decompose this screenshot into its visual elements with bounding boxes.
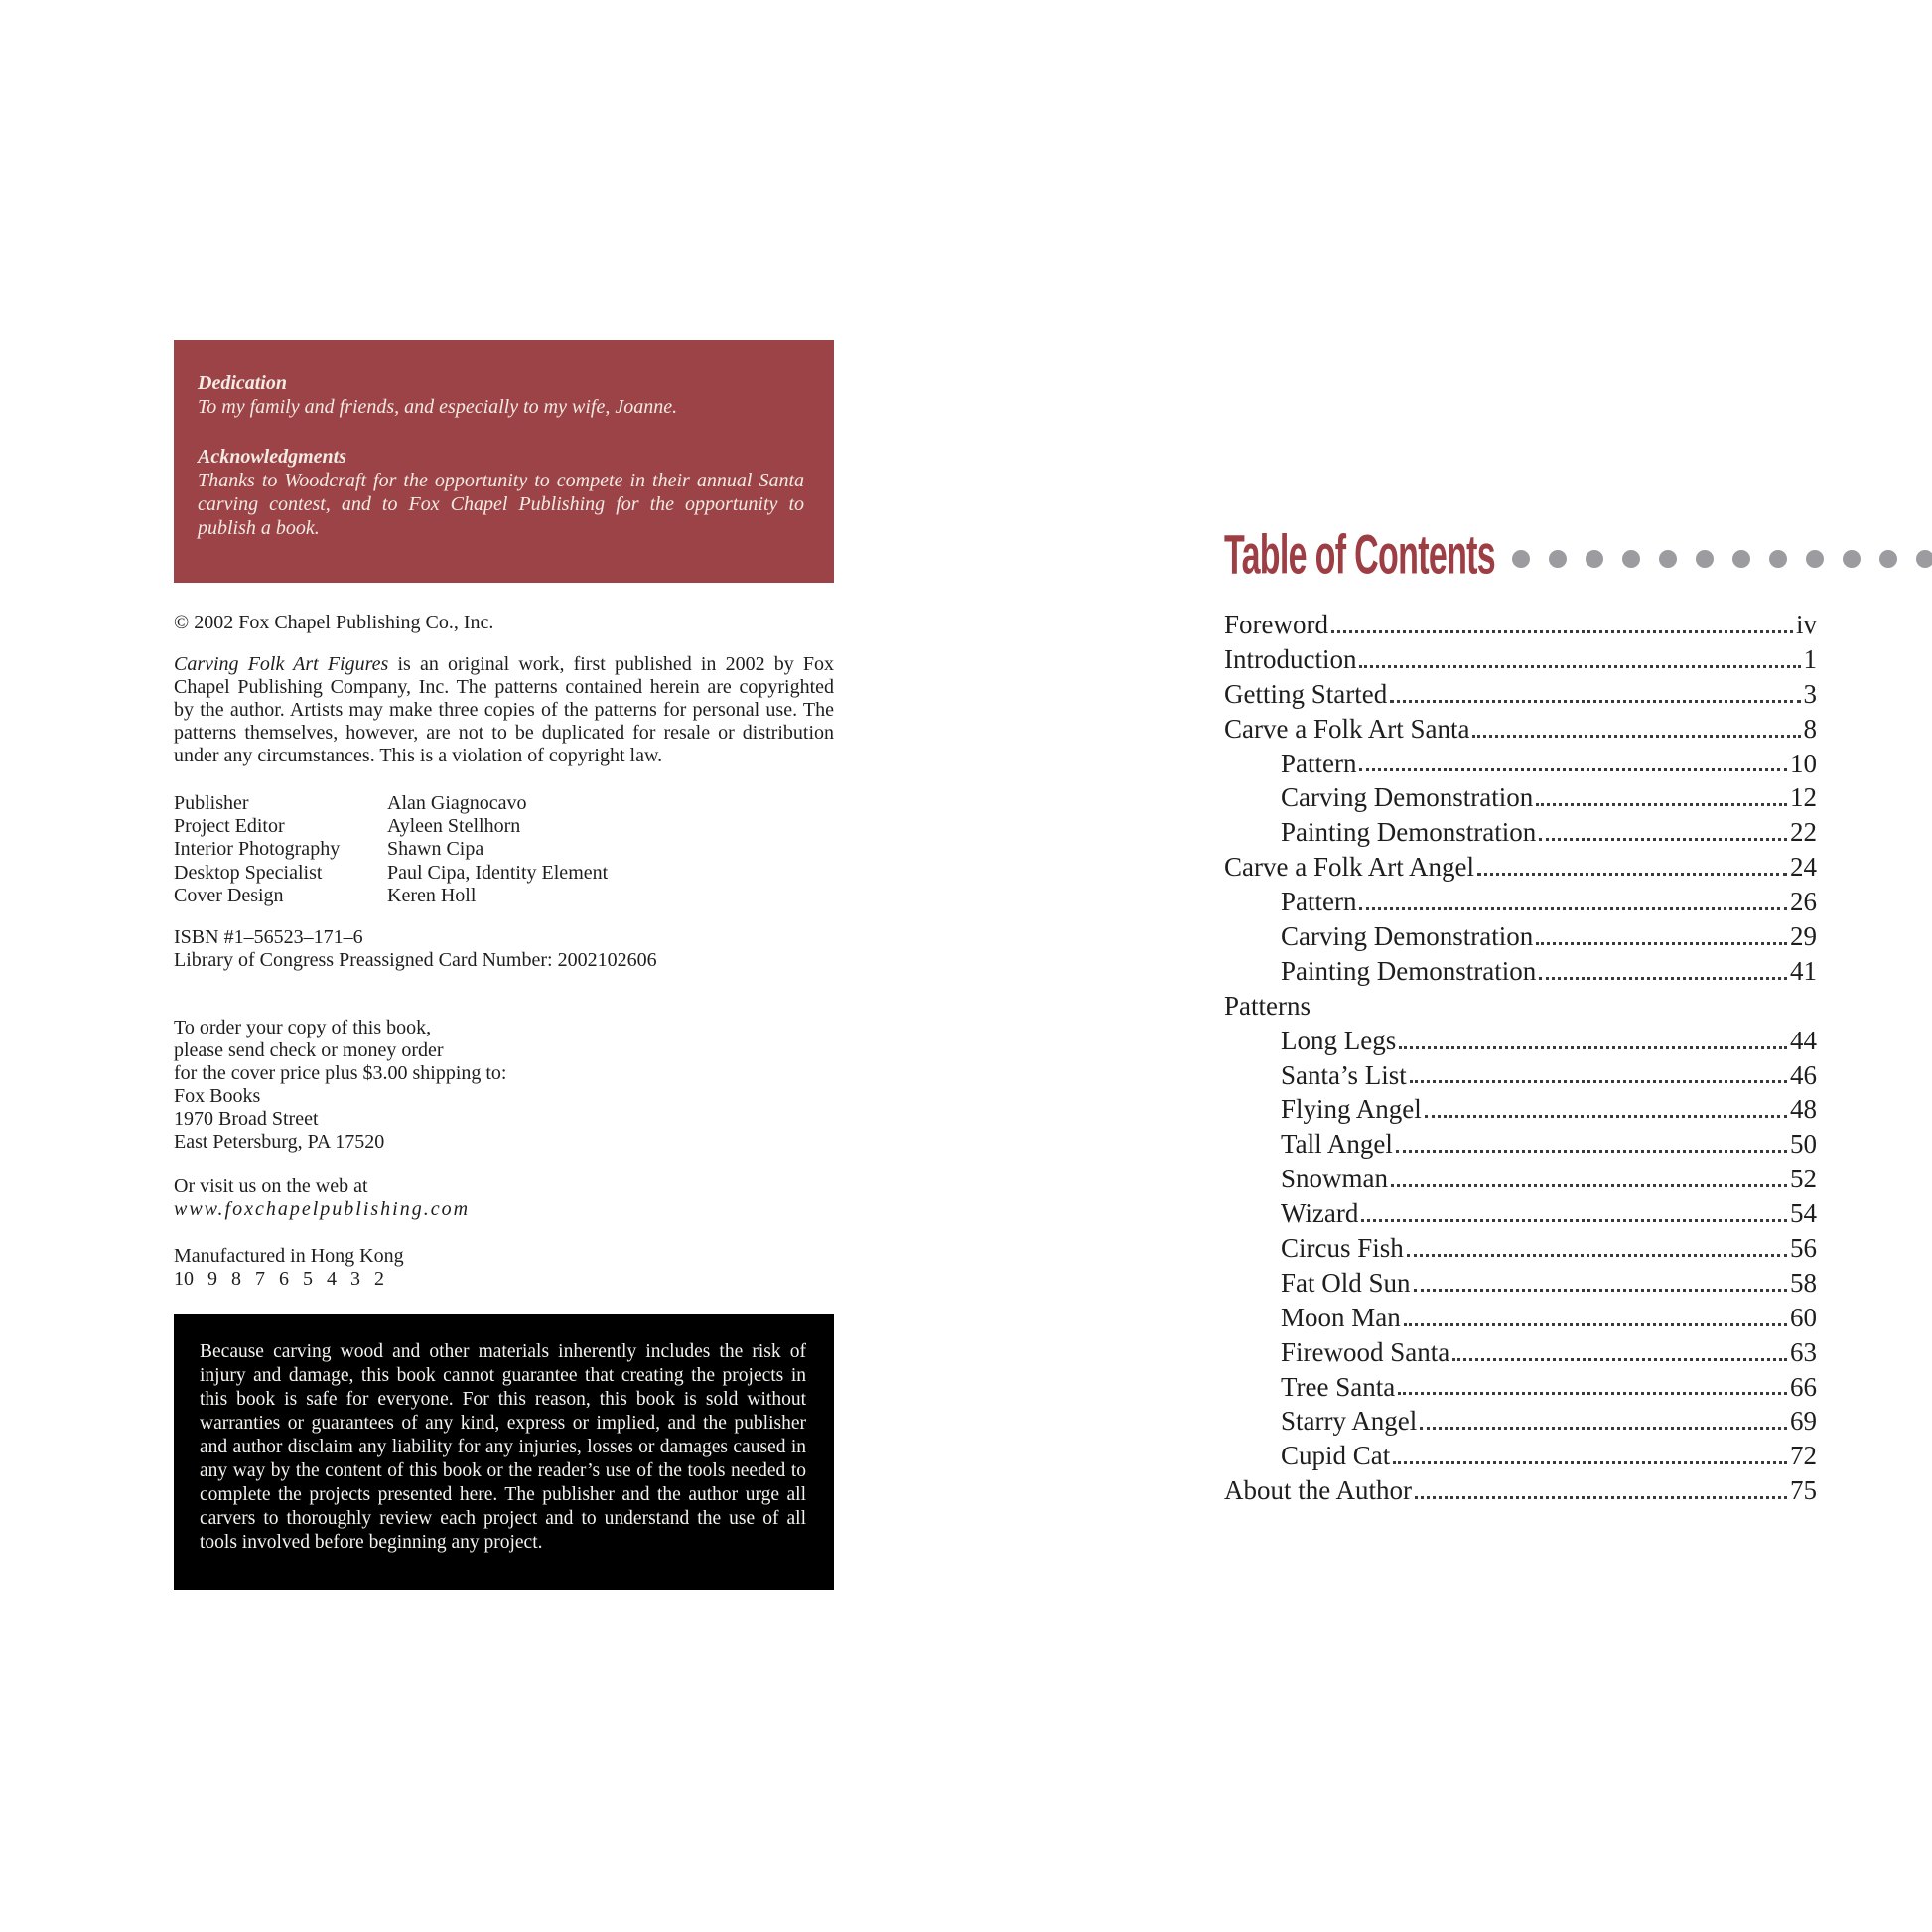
toc-entry-page: 72 [1790, 1441, 1817, 1471]
toc-entry [1224, 1404, 1817, 1439]
toc-entry-page: 58 [1790, 1267, 1817, 1298]
toc-dot-leader [1414, 1266, 1787, 1292]
toc-entry-page: 48 [1790, 1094, 1817, 1125]
web-info [174, 1175, 834, 1221]
title-dot [1696, 550, 1714, 568]
toc-dot-leader [1359, 885, 1787, 910]
toc-entry-page: 46 [1790, 1059, 1817, 1090]
toc-entry-label: Introduction [1224, 643, 1357, 674]
toc-entry-page: 54 [1790, 1198, 1817, 1229]
toc-entry [1224, 1266, 1817, 1301]
toc-dot-leader [1361, 1196, 1787, 1222]
toc-entry [1224, 642, 1817, 677]
toc-entry-page: iv [1795, 610, 1817, 639]
toc-entry-page: 50 [1790, 1129, 1817, 1160]
rights-notice-text: is an original work, first published in 2002 by Fox Chapel Publishing Company, Inc. The patterns contained herein are copyrighted by the author. Artists may make three copies of the patterns for personal use. The patterns themselves, however, are not to be duplicated for resale or distribution under any circumstances. This is a violation of copyright law. [174, 653, 834, 766]
toc-entry-page: 56 [1790, 1233, 1817, 1264]
isbn-line: ISBN #1–56523–171–6 [174, 926, 363, 948]
toc-dot-leader [1359, 747, 1787, 772]
toc-entry-label: Santa’s List [1281, 1059, 1407, 1090]
toc-entry-label: Flying Angel [1281, 1094, 1422, 1125]
credit-name: Keren Holl [387, 884, 477, 906]
toc-entry-label: Carving Demonstration [1281, 921, 1534, 952]
toc-title: Table of Contents [1224, 524, 1496, 586]
text-line: for the cover price plus $3.00 shipping to: [174, 1062, 507, 1084]
title-dot [1916, 550, 1932, 568]
credit-role: Cover Design [174, 884, 284, 906]
credit-name: Paul Cipa, Identity Element [387, 861, 609, 884]
toc-entry-label: Snowman [1281, 1164, 1388, 1194]
toc-entry-label: Carving Demonstration [1281, 782, 1534, 813]
toc-entry [1224, 989, 1817, 1024]
toc-entry [1224, 954, 1817, 989]
toc-entry-label: Starry Angel [1281, 1406, 1418, 1437]
toc-entry [1224, 1127, 1817, 1162]
toc-entry-label: Carve a Folk Art Santa [1224, 713, 1470, 744]
toc-entry [1224, 780, 1817, 815]
toc-entry-page: 69 [1790, 1406, 1817, 1437]
toc-entry-label: Painting Demonstration [1281, 817, 1537, 848]
toc-entry-label: Circus Fish [1281, 1233, 1404, 1264]
credits-list [174, 792, 834, 907]
title-dot [1622, 550, 1640, 568]
website-url: www.foxchapelpublishing.com [174, 1198, 471, 1220]
toc-entry [1224, 1301, 1817, 1335]
toc-entry-page: 63 [1790, 1336, 1817, 1367]
text-line: Fox Books [174, 1085, 261, 1107]
toc-entry-page: 75 [1790, 1475, 1817, 1506]
toc-entry-label: Fat Old Sun [1281, 1267, 1411, 1298]
toc-entry-label: Carve a Folk Art Angel [1224, 852, 1474, 883]
disclaimer-box [174, 1314, 834, 1590]
acknowledgments-heading: Acknowledgments [198, 446, 347, 468]
toc-dot-leader [1399, 1024, 1787, 1049]
toc-entry-page: 60 [1790, 1302, 1817, 1332]
toc-entry-page: 41 [1790, 955, 1817, 986]
toc-entry-page: 66 [1790, 1371, 1817, 1402]
toc-entry-label: Tree Santa [1281, 1371, 1396, 1402]
table-of-contents [1224, 608, 1817, 1508]
toc-entry [1224, 1024, 1817, 1058]
toc-entry [1224, 1370, 1817, 1405]
toc-entry-page: 24 [1790, 852, 1817, 883]
toc-dot-leader [1536, 919, 1787, 945]
toc-entry-label: Pattern [1281, 887, 1357, 917]
toc-entry [1224, 919, 1817, 954]
web-intro-line: Or visit us on the web at [174, 1175, 368, 1197]
title-dot [1512, 550, 1530, 568]
toc-entry-label: Cupid Cat [1281, 1441, 1391, 1471]
toc-entry-page: 22 [1790, 817, 1817, 848]
toc-entry-page: 10 [1790, 748, 1817, 778]
title-dot [1769, 550, 1787, 568]
text-line: East Petersburg, PA 17520 [174, 1131, 385, 1153]
printing-run-numbers: 10 9 8 7 6 5 4 3 2 [174, 1268, 384, 1290]
toc-entry [1224, 885, 1817, 919]
toc-entry-page: 52 [1790, 1164, 1817, 1194]
toc-dot-leader [1390, 677, 1800, 703]
title-dot [1549, 550, 1567, 568]
toc-entry [1224, 677, 1817, 712]
toc-entry-label: Patterns [1224, 990, 1311, 1021]
copyright-line: © 2002 Fox Chapel Publishing Co., Inc. [174, 612, 494, 633]
isbn-block [174, 926, 834, 972]
toc-title-dots [1512, 550, 1932, 568]
toc-dot-leader [1398, 1370, 1787, 1396]
manufacturing-info [174, 1245, 834, 1291]
title-dot [1879, 550, 1897, 568]
text-line: To order your copy of this book, [174, 1017, 432, 1038]
book-title: Carving Folk Art Figures [174, 653, 389, 675]
dedication-text: To my family and friends, and especially to my wife, Joanne. [198, 396, 678, 418]
toc-entry [1224, 1058, 1817, 1093]
title-dot [1843, 550, 1861, 568]
toc-dot-leader [1407, 1231, 1787, 1257]
toc-entry-label: Getting Started [1224, 678, 1388, 709]
dedication-heading: Dedication [198, 372, 287, 394]
toc-entry-page: 26 [1790, 887, 1817, 917]
toc-entry [1224, 712, 1817, 747]
toc-entry-label: Foreword [1224, 610, 1328, 639]
toc-dot-leader [1452, 1335, 1787, 1361]
credit-role: Interior Photography [174, 838, 341, 861]
credit-name: Ayleen Stellhorn [387, 815, 521, 838]
toc-entry-label: About the Author [1224, 1475, 1412, 1506]
toc-dot-leader [1425, 1092, 1787, 1118]
toc-dot-leader [1420, 1404, 1787, 1430]
acknowledgments-text: Thanks to Woodcraft for the opportunity to compete in their annual Santa carving contest, and to Fox Chapel Publishing for the opportunity to publish a book. [198, 470, 804, 539]
toc-dot-leader [1331, 608, 1793, 633]
credit-role: Project Editor [174, 815, 285, 838]
toc-dot-leader [1359, 642, 1800, 668]
order-info [174, 1017, 834, 1154]
credit-name: Alan Giagnocavo [387, 792, 527, 814]
toc-entry [1224, 1439, 1817, 1473]
toc-entry [1224, 1162, 1817, 1196]
title-dot [1659, 550, 1677, 568]
credit-role: Desktop Specialist [174, 861, 323, 884]
manufactured-line: Manufactured in Hong Kong [174, 1245, 404, 1267]
toc-dot-leader [1539, 815, 1787, 841]
disclaimer-text: Because carving wood and other materials inherently includes the risk of injury and damage, this book cannot guarantee that creating the projects in this book is safe for everyone. For this reason, this book is sold without warranties or guarantees of any kind, express or implied, and the publisher and author disclaim any liability for any injuries, losses or damages caused in any way by the content of this book or the reader’s use of the tools needed to complete the projects presented here. The publisher and the author urge all carvers to thoroughly review each project and to understand the use of all tools involved before beginning any project. [200, 1341, 806, 1553]
toc-entry-label: Pattern [1281, 748, 1357, 778]
toc-dot-leader [1393, 1439, 1787, 1464]
toc-entry [1224, 608, 1817, 642]
toc-dot-leader [1410, 1058, 1787, 1084]
toc-entry [1224, 1231, 1817, 1266]
toc-entry-page: 8 [1803, 713, 1817, 744]
toc-dot-leader [1404, 1301, 1787, 1326]
toc-dot-leader [1477, 850, 1787, 876]
toc-entry-page: 29 [1790, 921, 1817, 952]
toc-entry [1224, 1335, 1817, 1370]
toc-entry-label: Painting Demonstration [1281, 955, 1537, 986]
toc-entry-label: Firewood Santa [1281, 1336, 1450, 1367]
toc-entry-page: 44 [1790, 1025, 1817, 1055]
toc-entry-label: Tall Angel [1281, 1129, 1393, 1160]
toc-dot-leader [1472, 712, 1800, 738]
toc-dot-leader [1539, 954, 1787, 980]
toc-entry-label: Moon Man [1281, 1302, 1401, 1332]
toc-entry [1224, 1196, 1817, 1231]
toc-entry-page: 3 [1803, 678, 1817, 709]
credit-name: Shawn Cipa [387, 838, 484, 861]
toc-entry-label: Long Legs [1281, 1025, 1397, 1055]
toc-entry [1224, 1092, 1817, 1127]
title-dot [1586, 550, 1603, 568]
title-dot [1806, 550, 1824, 568]
spacer [198, 419, 804, 445]
title-dot [1732, 550, 1750, 568]
text-line: 1970 Broad Street [174, 1108, 319, 1130]
rights-notice [174, 653, 834, 767]
toc-title-row [1224, 524, 1932, 586]
toc-dot-leader [1415, 1473, 1787, 1499]
toc-entry-page: 12 [1790, 782, 1817, 813]
text-line: please send check or money order [174, 1039, 444, 1061]
toc-entry-page: 1 [1803, 643, 1817, 674]
toc-entry-label: Wizard [1281, 1198, 1359, 1229]
toc-entry [1224, 747, 1817, 781]
toc-dot-leader [1391, 1162, 1787, 1187]
credit-role: Publisher [174, 792, 249, 814]
toc-entry [1224, 850, 1817, 885]
toc-dot-leader [1396, 1127, 1787, 1153]
dedication-box [174, 340, 834, 583]
toc-dot-leader [1536, 780, 1787, 806]
library-of-congress-line: Library of Congress Preassigned Card Number: 2002102606 [174, 949, 657, 971]
toc-title-wrap [1224, 526, 1500, 584]
toc-entry [1224, 1473, 1817, 1508]
toc-entry [1224, 815, 1817, 850]
